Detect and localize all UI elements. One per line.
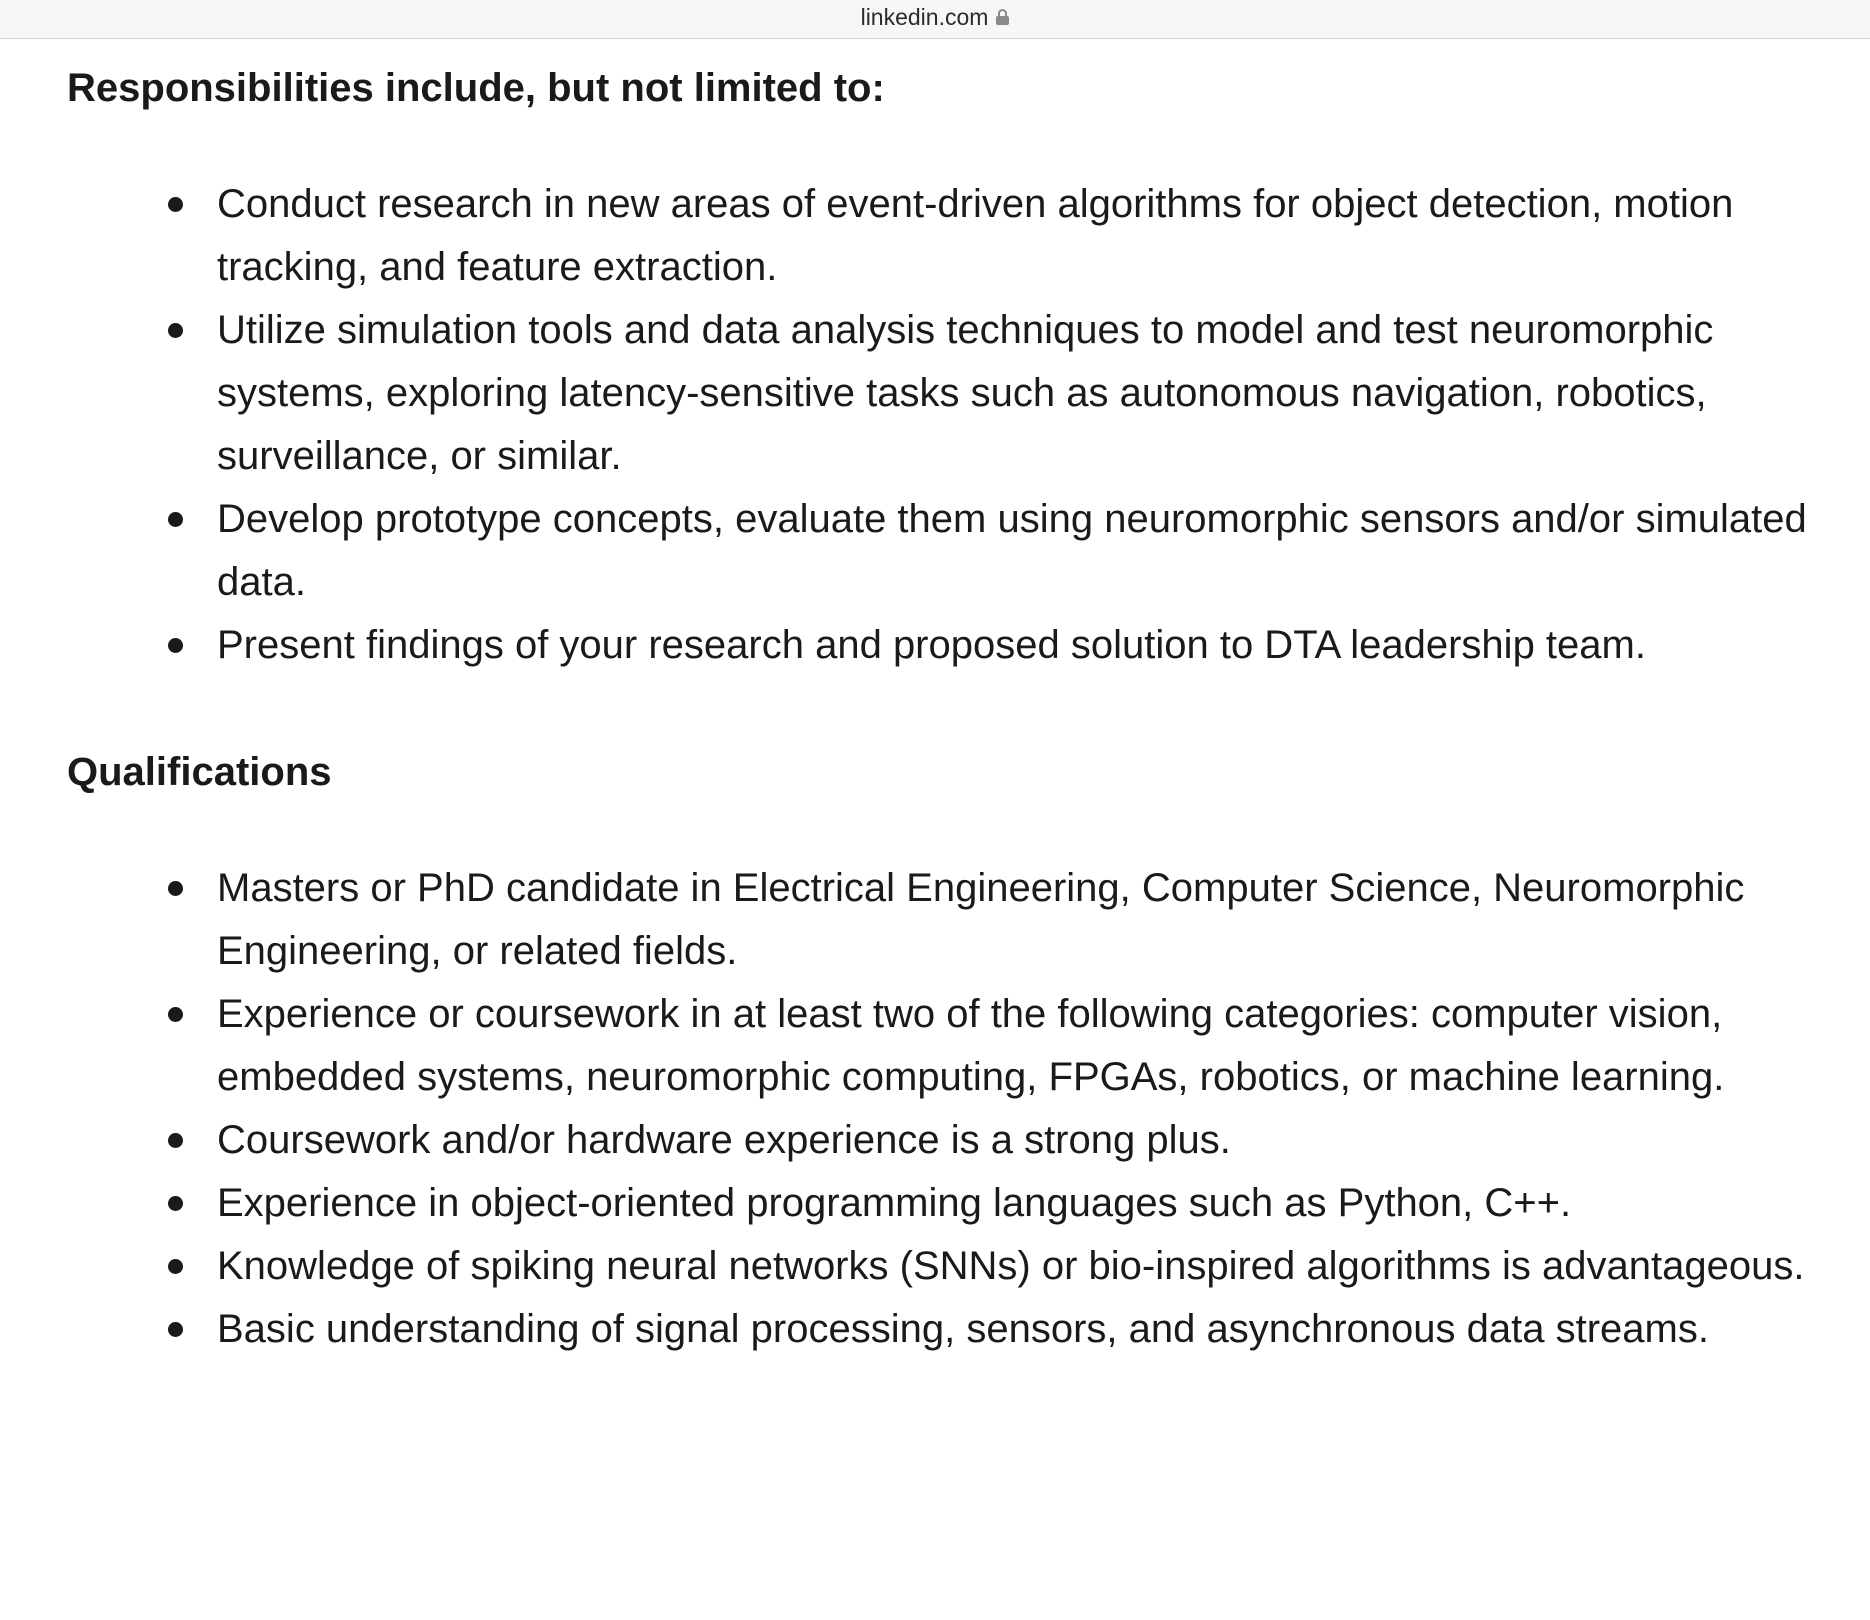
list-item-text: Present findings of your research and proposed solution to DTA leadership team.	[217, 623, 1646, 667]
url-display[interactable]	[861, 4, 1010, 31]
bullet-icon	[168, 1259, 183, 1274]
bullet-icon	[168, 1133, 183, 1148]
list-item	[67, 299, 1837, 488]
list-item-text: Develop prototype concepts, evaluate them using neuromorphic sensors and/or simulated data.	[217, 497, 1807, 604]
lock-icon	[996, 9, 1009, 25]
bullet-icon	[168, 881, 183, 896]
list-item	[67, 173, 1837, 299]
bullet-icon	[168, 1322, 183, 1337]
bullet-icon	[168, 323, 183, 338]
list-item	[67, 1172, 1837, 1235]
list-item-text: Experience or coursework in at least two of the following categories: computer vision, embedded systems, neuromorphic computing, FPGAs, robotics, or machine learning.	[217, 992, 1725, 1099]
url-text[interactable]: linkedin.com	[860, 3, 989, 30]
address-bar[interactable]	[0, 0, 1870, 39]
qualifications-heading: Qualifications	[67, 750, 332, 794]
qualifications-list	[67, 857, 1837, 1361]
job-description	[67, 60, 1837, 1361]
list-item	[67, 857, 1837, 983]
bullet-icon	[168, 638, 183, 653]
list-item-text: Masters or PhD candidate in Electrical Engineering, Computer Science, Neuromorphic Engineering, or related fields.	[217, 866, 1745, 973]
list-item	[67, 983, 1837, 1109]
list-item-text: Conduct research in new areas of event-driven algorithms for object detection, motion tracking, and feature extraction.	[217, 182, 1734, 289]
list-item	[67, 614, 1837, 677]
responsibilities-list	[67, 173, 1837, 677]
list-item	[67, 488, 1837, 614]
list-item	[67, 1298, 1837, 1361]
bullet-icon	[168, 197, 183, 212]
responsibilities-heading: Responsibilities include, but not limited to:	[67, 66, 885, 110]
bullet-icon	[168, 512, 183, 527]
list-item	[67, 1235, 1837, 1298]
list-item-text: Utilize simulation tools and data analysis techniques to model and test neuromorphic systems, exploring latency-sensitive tasks such as autonomous navigation, robotics, surveillance, or similar.	[217, 308, 1714, 478]
list-item-text: Basic understanding of signal processing, sensors, and asynchronous data streams.	[217, 1307, 1709, 1351]
list-item	[67, 1109, 1837, 1172]
bullet-icon	[168, 1007, 183, 1022]
list-item-text: Experience in object-oriented programming languages such as Python, C++.	[217, 1181, 1572, 1225]
list-item-text: Coursework and/or hardware experience is a strong plus.	[217, 1118, 1231, 1162]
bullet-icon	[168, 1196, 183, 1211]
list-item-text: Knowledge of spiking neural networks (SNNs) or bio-inspired algorithms is advantageous.	[217, 1244, 1805, 1288]
